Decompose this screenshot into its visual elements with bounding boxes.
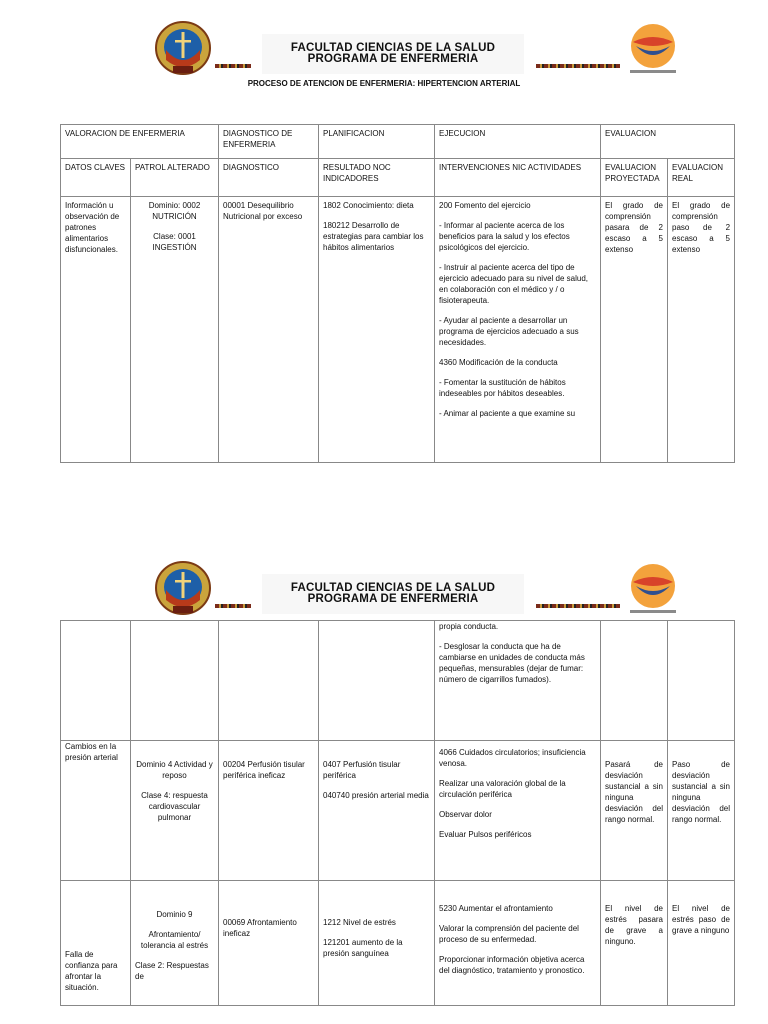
header-diagnostico-enfermeria: DIAGNOSTICO DE ENFERMERIA [219, 125, 319, 159]
page-2 [0, 560, 768, 992]
nic-item: Observar dolor [439, 810, 492, 819]
header-evaluacion-proyectada: EVALUACION PROYECTADA [601, 159, 668, 197]
decorative-stripe-left [215, 604, 251, 608]
nursing-program-logo [620, 20, 686, 80]
nic-item: 4066 Cuidados circulatorios; insuficiencia venosa. [439, 748, 586, 768]
nic-item: Evaluar Pulsos periféricos [439, 830, 532, 839]
header-ejecucion: EJECUCION [435, 125, 601, 159]
faculty-title-block [262, 34, 524, 74]
nic-item: - Informar al paciente acerca de los beneficios para la salud y los efectos psicológicos del ejercicio. [439, 221, 570, 252]
nic-item: 4360 Modificación de la conducta [439, 358, 558, 367]
header-evaluacion: EVALUACION [601, 125, 735, 159]
cell-diagnostico [219, 881, 319, 1006]
eval-real-text: Paso de desviación sustancial a sin ninguna desviación del rango normal. [672, 760, 730, 824]
resultado-noc: 1802 Conocimiento: dieta [323, 201, 414, 210]
faculty-name: FACULTAD CIENCIAS DE LA SALUD [290, 42, 496, 54]
cell-intervenciones [435, 621, 601, 741]
program-name: PROGRAMA DE ENFERMERIA [307, 53, 479, 65]
university-seal-logo [154, 20, 212, 76]
cell-datos-claves [61, 621, 131, 741]
nic-item: 200 Fomento del ejercicio [439, 201, 531, 210]
diagnostico-text: 00204 Perfusión tisular periférica ineficaz [223, 760, 305, 780]
patron-dominio: Dominio: 0002 NUTRICIÓN [148, 201, 201, 221]
nic-item: Realizar una valoración global de la circulación periférica [439, 779, 566, 799]
patron-clase: Clase: 0001 INGESTIÓN [152, 232, 197, 252]
cell-patron [131, 741, 219, 881]
cell-patron [131, 881, 219, 1006]
diagnostico-text: 00069 Afrontamiento ineficaz [223, 918, 297, 938]
cell-diagnostico [219, 621, 319, 741]
header-diagnostico: DIAGNOSTICO [219, 159, 319, 197]
datos-claves-text: Falla de confianza para afrontar la situación. [65, 950, 118, 992]
nic-item: Valorar la comprensión del paciente del proceso de su enfermedad. [439, 924, 579, 944]
cell-intervenciones [435, 741, 601, 881]
resultado-noc: 0407 Perfusión tisular periférica [323, 760, 401, 780]
nic-item: - Ayudar al paciente a desarrollar un programa de ejercicios adecuado a sus necesidades. [439, 316, 579, 347]
cell-diagnostico [219, 197, 319, 463]
cell-resultado [319, 881, 435, 1006]
page-1 [0, 20, 768, 418]
cell-datos-claves [61, 197, 131, 463]
eval-proyectada-text: El grado de comprensión pasara de 2 escaso a 5 extenso [605, 201, 663, 254]
program-name: PROGRAMA DE ENFERMERIA [307, 593, 479, 605]
university-seal-logo [154, 560, 212, 616]
nursing-care-table-1 [60, 124, 735, 463]
cell-eval-proyectada [601, 741, 668, 881]
decorative-stripe-left [215, 64, 251, 68]
eval-real-text: El grado de comprensión paso de 2 escaso a 5 extenso [672, 201, 731, 254]
nic-item: - Desglosar la conducta que ha de cambiarse en unidades de conducta más pequeñas, mensurables (dejar de fumar: número de cigarrillos fumados). [439, 642, 585, 684]
nic-item: propia conducta. [439, 622, 499, 631]
header-evaluacion-real: EVALUACION REAL [668, 159, 735, 197]
eval-proyectada-text: Pasará de desviación sustancial a sin ninguna desviación del rango normal. [605, 760, 663, 824]
patron-clase: Clase 4: respuesta cardiovascular pulmonar [141, 791, 208, 822]
table-row [61, 741, 735, 881]
cell-resultado [319, 621, 435, 741]
document-title: PROCESO DE ATENCION DE ENFERMERIA: HIPERTENCION ARTERIAL [247, 79, 521, 88]
cell-eval-real [668, 621, 735, 741]
header-resultado-noc: RESULTADO NOC INDICADORES [319, 159, 435, 197]
header-datos-claves: DATOS CLAVES [61, 159, 131, 197]
cell-patron [131, 197, 219, 463]
patron-dominio: Dominio 4 Actividad y reposo [136, 760, 213, 780]
resultado-noc: 1212 Nivel de estrés [323, 918, 396, 927]
cell-eval-real [668, 881, 735, 1006]
nursing-care-table-2 [60, 620, 735, 1006]
decorative-stripe-right [536, 64, 620, 68]
nic-item: - Animar al paciente a que examine su [439, 409, 576, 418]
cell-eval-proyectada [601, 197, 668, 463]
cell-resultado [319, 197, 435, 463]
patron-clase-2: Clase 2: Respuestas de [135, 961, 209, 981]
datos-claves-text: Cambios en la presión arterial [65, 742, 118, 762]
nic-item: - Instruir al paciente acerca del tipo de ejercicio adecuado para su nivel de salud, en colaboración con el médico y / o fisioterapeuta. [439, 263, 588, 305]
page-header [0, 20, 768, 82]
table-row [61, 621, 735, 741]
cell-intervenciones [435, 197, 601, 463]
faculty-title-block [262, 574, 524, 614]
cell-eval-real [668, 741, 735, 881]
cell-datos-claves [61, 881, 131, 1006]
header-valoracion: VALORACION DE ENFERMERIA [61, 125, 219, 159]
resultado-indicador: 121201 aumento de la presión sanguínea [323, 938, 403, 958]
cell-eval-proyectada [601, 881, 668, 1006]
cell-datos-claves [61, 741, 131, 881]
header-patron-alterado: PATROL ALTERADO [131, 159, 219, 197]
eval-real-text: El nivel de estrés paso de grave a ninguno [672, 904, 730, 935]
eval-proyectada-text: El nivel de estrés pasara de grave a ninguno. [605, 904, 663, 946]
cell-eval-proyectada [601, 621, 668, 741]
datos-claves-text: Información u observación de patrones alimentarios disfuncionales. [65, 201, 120, 254]
cell-patron [131, 621, 219, 741]
cell-intervenciones [435, 881, 601, 1006]
page-header [0, 560, 768, 622]
nursing-program-logo [620, 560, 686, 620]
nic-item: Proporcionar información objetiva acerca del diagnóstico, tratamiento y pronostico. [439, 955, 585, 975]
header-intervenciones-nic: INTERVENCIONES NIC ACTIVIDADES [435, 159, 601, 197]
patron-clase: Afrontamiento/ tolerancia al estrés [140, 930, 209, 950]
cell-diagnostico [219, 741, 319, 881]
decorative-stripe-right [536, 604, 620, 608]
faculty-name: FACULTAD CIENCIAS DE LA SALUD [290, 582, 496, 594]
nic-item: 5230 Aumentar el afrontamiento [439, 904, 553, 913]
cell-resultado [319, 741, 435, 881]
resultado-indicador: 180212 Desarrollo de estrategias para cambiar los hábitos alimentarios [323, 221, 424, 252]
diagnostico-text: 00001 Desequilibrio Nutricional por exceso [223, 201, 303, 221]
resultado-indicador: 040740 presión arterial media [323, 791, 429, 800]
header-planificacion: PLANIFICACION [319, 125, 435, 159]
table-row [61, 197, 735, 463]
cell-eval-real [668, 197, 735, 463]
table-row [61, 881, 735, 1006]
patron-dominio: Dominio 9 [156, 910, 193, 919]
nic-item: - Fomentar la sustitución de hábitos indeseables por hábitos deseables. [439, 378, 566, 398]
